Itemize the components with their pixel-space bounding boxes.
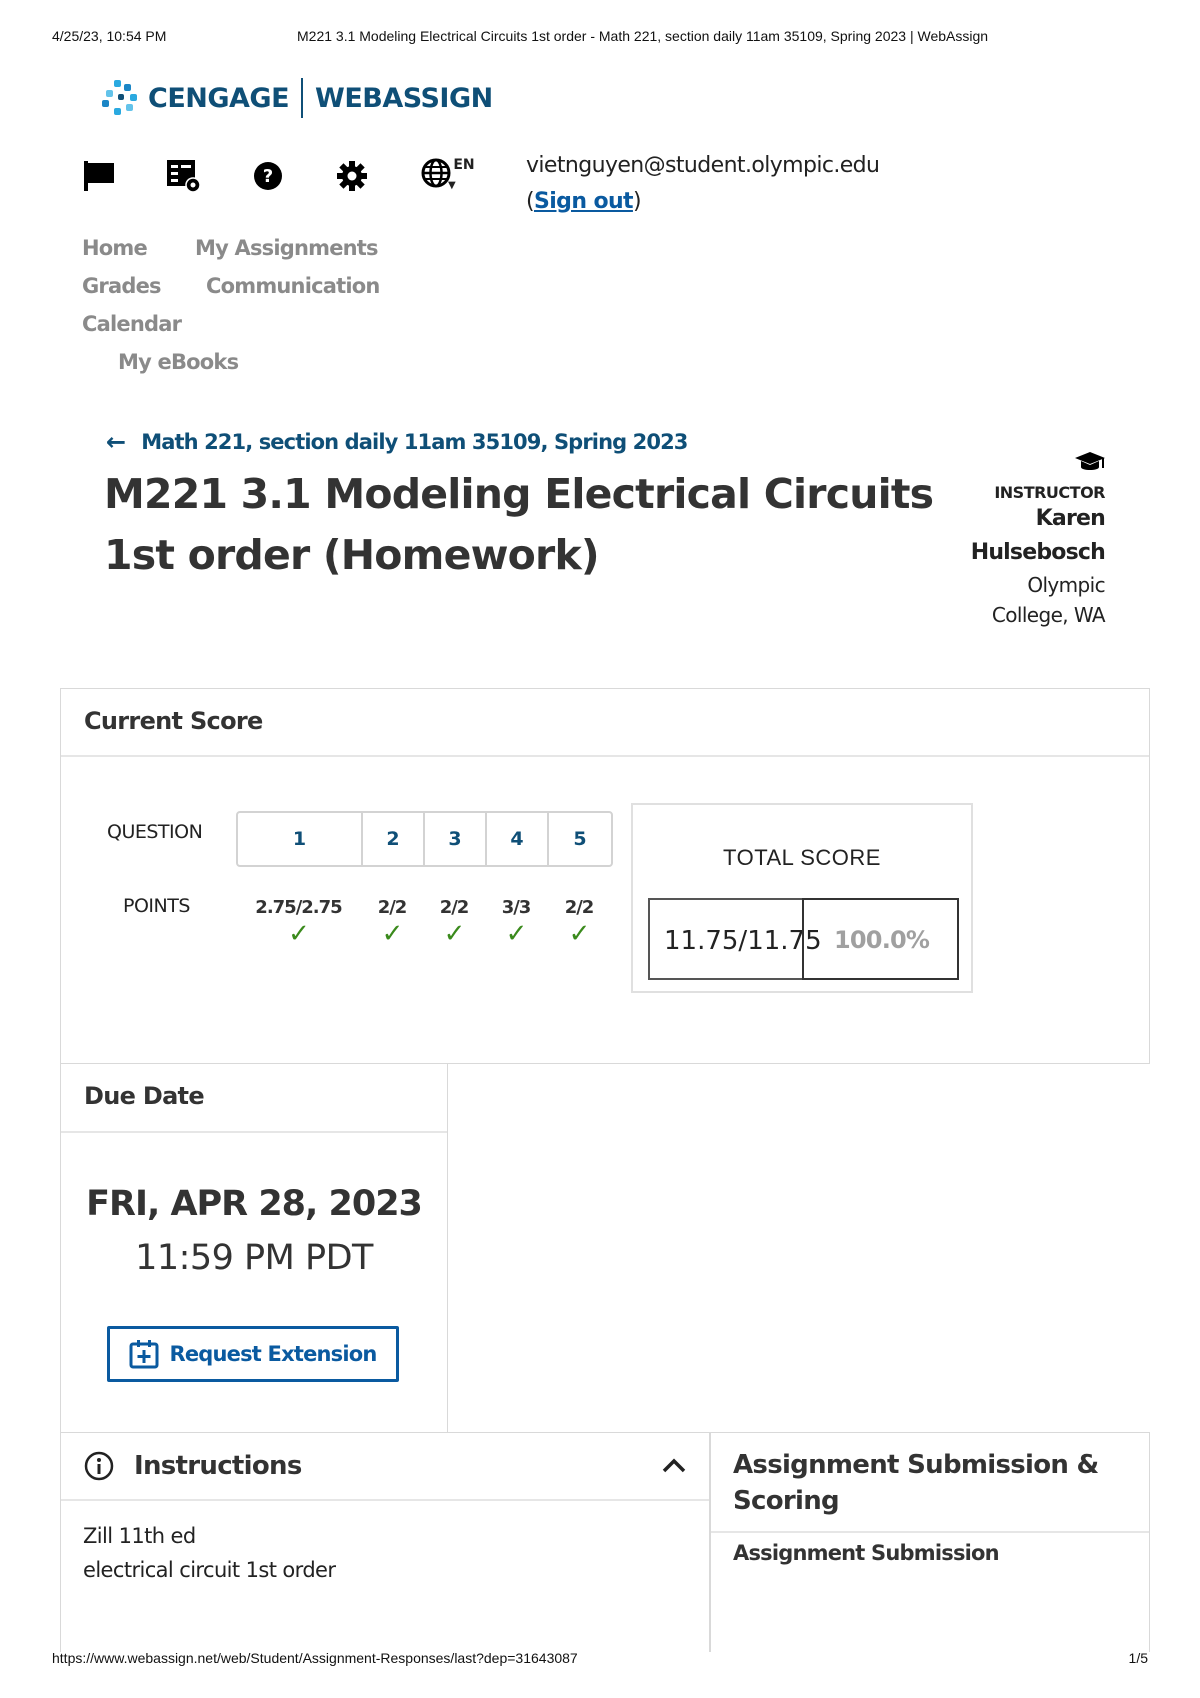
- question-4-points: [487, 897, 545, 949]
- due-date-card: [60, 1063, 448, 1433]
- question-1-points: [241, 897, 356, 949]
- question-3-link[interactable]: 3: [425, 813, 487, 865]
- print-datetime: 4/25/23, 10:54 PM: [52, 28, 167, 44]
- language-selector[interactable]: [418, 158, 478, 194]
- nav-home[interactable]: Home: [82, 236, 147, 260]
- nav-communication[interactable]: Communication: [206, 274, 380, 298]
- total-score-box: [631, 803, 973, 993]
- user-email: vietnguyen@student.olympic.edu: [526, 153, 880, 178]
- print-url: https://www.webassign.net/web/Student/Assignment-Responses/last?dep=31643087: [52, 1650, 578, 1666]
- points-value: 2/2: [377, 897, 407, 918]
- request-extension-label: Request Extension: [169, 1342, 377, 1366]
- question-5-points: [550, 897, 608, 949]
- due-date-heading: Due Date: [61, 1064, 447, 1133]
- logo-brand-cengage: CENGAGE: [148, 82, 290, 114]
- print-page-title: M221 3.1 Modeling Electrical Circuits 1st order - Math 221, section daily 11am 35109, Spring 2023 | WebAssign: [297, 28, 989, 44]
- current-score-card: [60, 688, 1150, 1064]
- nav-my-assignments[interactable]: My Assignments: [195, 236, 378, 260]
- cengage-logo-icon: [100, 78, 140, 118]
- course-back-link[interactable]: [106, 428, 688, 456]
- question-label: QUESTION: [107, 821, 203, 843]
- page-title: M221 3.1 Modeling Electrical Circuits 1st order (Homework): [104, 470, 934, 579]
- arrow-left-icon: ←: [106, 428, 126, 456]
- total-score-points: 11.75/11.75: [648, 898, 802, 980]
- nav-my-ebooks[interactable]: My eBooks: [118, 350, 239, 374]
- points-value: 2.75/2.75: [255, 897, 342, 918]
- checkmark-icon: ✓: [381, 919, 403, 949]
- instructions-line-1: Zill 11th ed: [83, 1524, 196, 1548]
- instructions-line-2: electrical circuit 1st order: [83, 1558, 336, 1582]
- instructor-first-name: Karen: [1035, 506, 1105, 531]
- chevron-up-icon[interactable]: [662, 1454, 686, 1479]
- current-score-heading: Current Score: [61, 689, 1149, 757]
- logo-brand-webassign: WEBASSIGN: [315, 82, 493, 114]
- checkmark-icon: ✓: [288, 919, 309, 949]
- help-icon[interactable]: [250, 158, 286, 194]
- total-score-label: TOTAL SCORE: [723, 845, 881, 870]
- submission-subheading: Assignment Submission: [733, 1541, 999, 1565]
- instructions-heading: Instructions: [134, 1451, 302, 1481]
- points-value: 2/2: [564, 897, 594, 918]
- info-icon: [84, 1451, 114, 1481]
- course-name: Math 221, section daily 11am 35109, Spring 2023: [141, 430, 688, 454]
- language-code: EN: [453, 157, 475, 173]
- logo-separator: [301, 78, 303, 118]
- checkmark-icon: ✓: [443, 919, 465, 949]
- points-value: 2/2: [439, 897, 469, 918]
- question-3-points: [425, 897, 483, 949]
- nav-grades[interactable]: Grades: [82, 274, 161, 298]
- nav-calendar[interactable]: Calendar: [82, 312, 182, 336]
- instructor-school-line2: College, WA: [991, 603, 1105, 627]
- question-4-link[interactable]: 4: [487, 813, 549, 865]
- question-list: [236, 811, 613, 867]
- submission-card: [710, 1432, 1150, 1652]
- instructor-last-name: Hulsebosch: [970, 540, 1105, 565]
- instructions-header[interactable]: [61, 1433, 709, 1501]
- question-2-points: [363, 897, 421, 949]
- points-value: 3/3: [501, 897, 531, 918]
- sign-out-link[interactable]: Sign out: [533, 189, 633, 214]
- checkmark-icon: ✓: [568, 919, 590, 949]
- chevron-down-icon: ▼: [448, 180, 456, 191]
- globe-icon: [421, 158, 451, 188]
- instructor-info: [945, 452, 1105, 630]
- graduation-cap-icon: [945, 452, 1105, 479]
- due-date-value: FRI, APR 28, 2023: [86, 1184, 422, 1224]
- points-label: POINTS: [123, 895, 190, 917]
- gradebook-icon[interactable]: [166, 158, 202, 194]
- calendar-plus-icon: [129, 1339, 159, 1369]
- request-extension-button[interactable]: [107, 1326, 399, 1382]
- print-page-number: 1/5: [1128, 1650, 1148, 1666]
- flag-icon[interactable]: [82, 158, 118, 194]
- svg-text:?: ?: [262, 166, 274, 187]
- question-1-link[interactable]: 1: [238, 813, 363, 865]
- settings-icon[interactable]: [334, 158, 370, 194]
- cengage-webassign-logo[interactable]: [100, 76, 493, 120]
- instructor-role: INSTRUCTOR: [994, 483, 1105, 502]
- total-score-percent: 100.0%: [802, 898, 959, 980]
- submission-heading: Assignment Submission & Scoring: [711, 1433, 1149, 1533]
- instructions-body: [61, 1501, 709, 1587]
- instructions-card: [60, 1432, 710, 1652]
- due-time-value: 11:59 PM PDT: [135, 1238, 373, 1278]
- user-info: vietnguyen@student.olympic.edu (Sign out): [526, 148, 879, 220]
- question-5-link[interactable]: 5: [573, 828, 587, 850]
- question-2-link[interactable]: 2: [363, 813, 425, 865]
- toolbar: [82, 158, 526, 194]
- instructor-school-line1: Olympic: [1027, 573, 1105, 597]
- checkmark-icon: ✓: [505, 919, 527, 949]
